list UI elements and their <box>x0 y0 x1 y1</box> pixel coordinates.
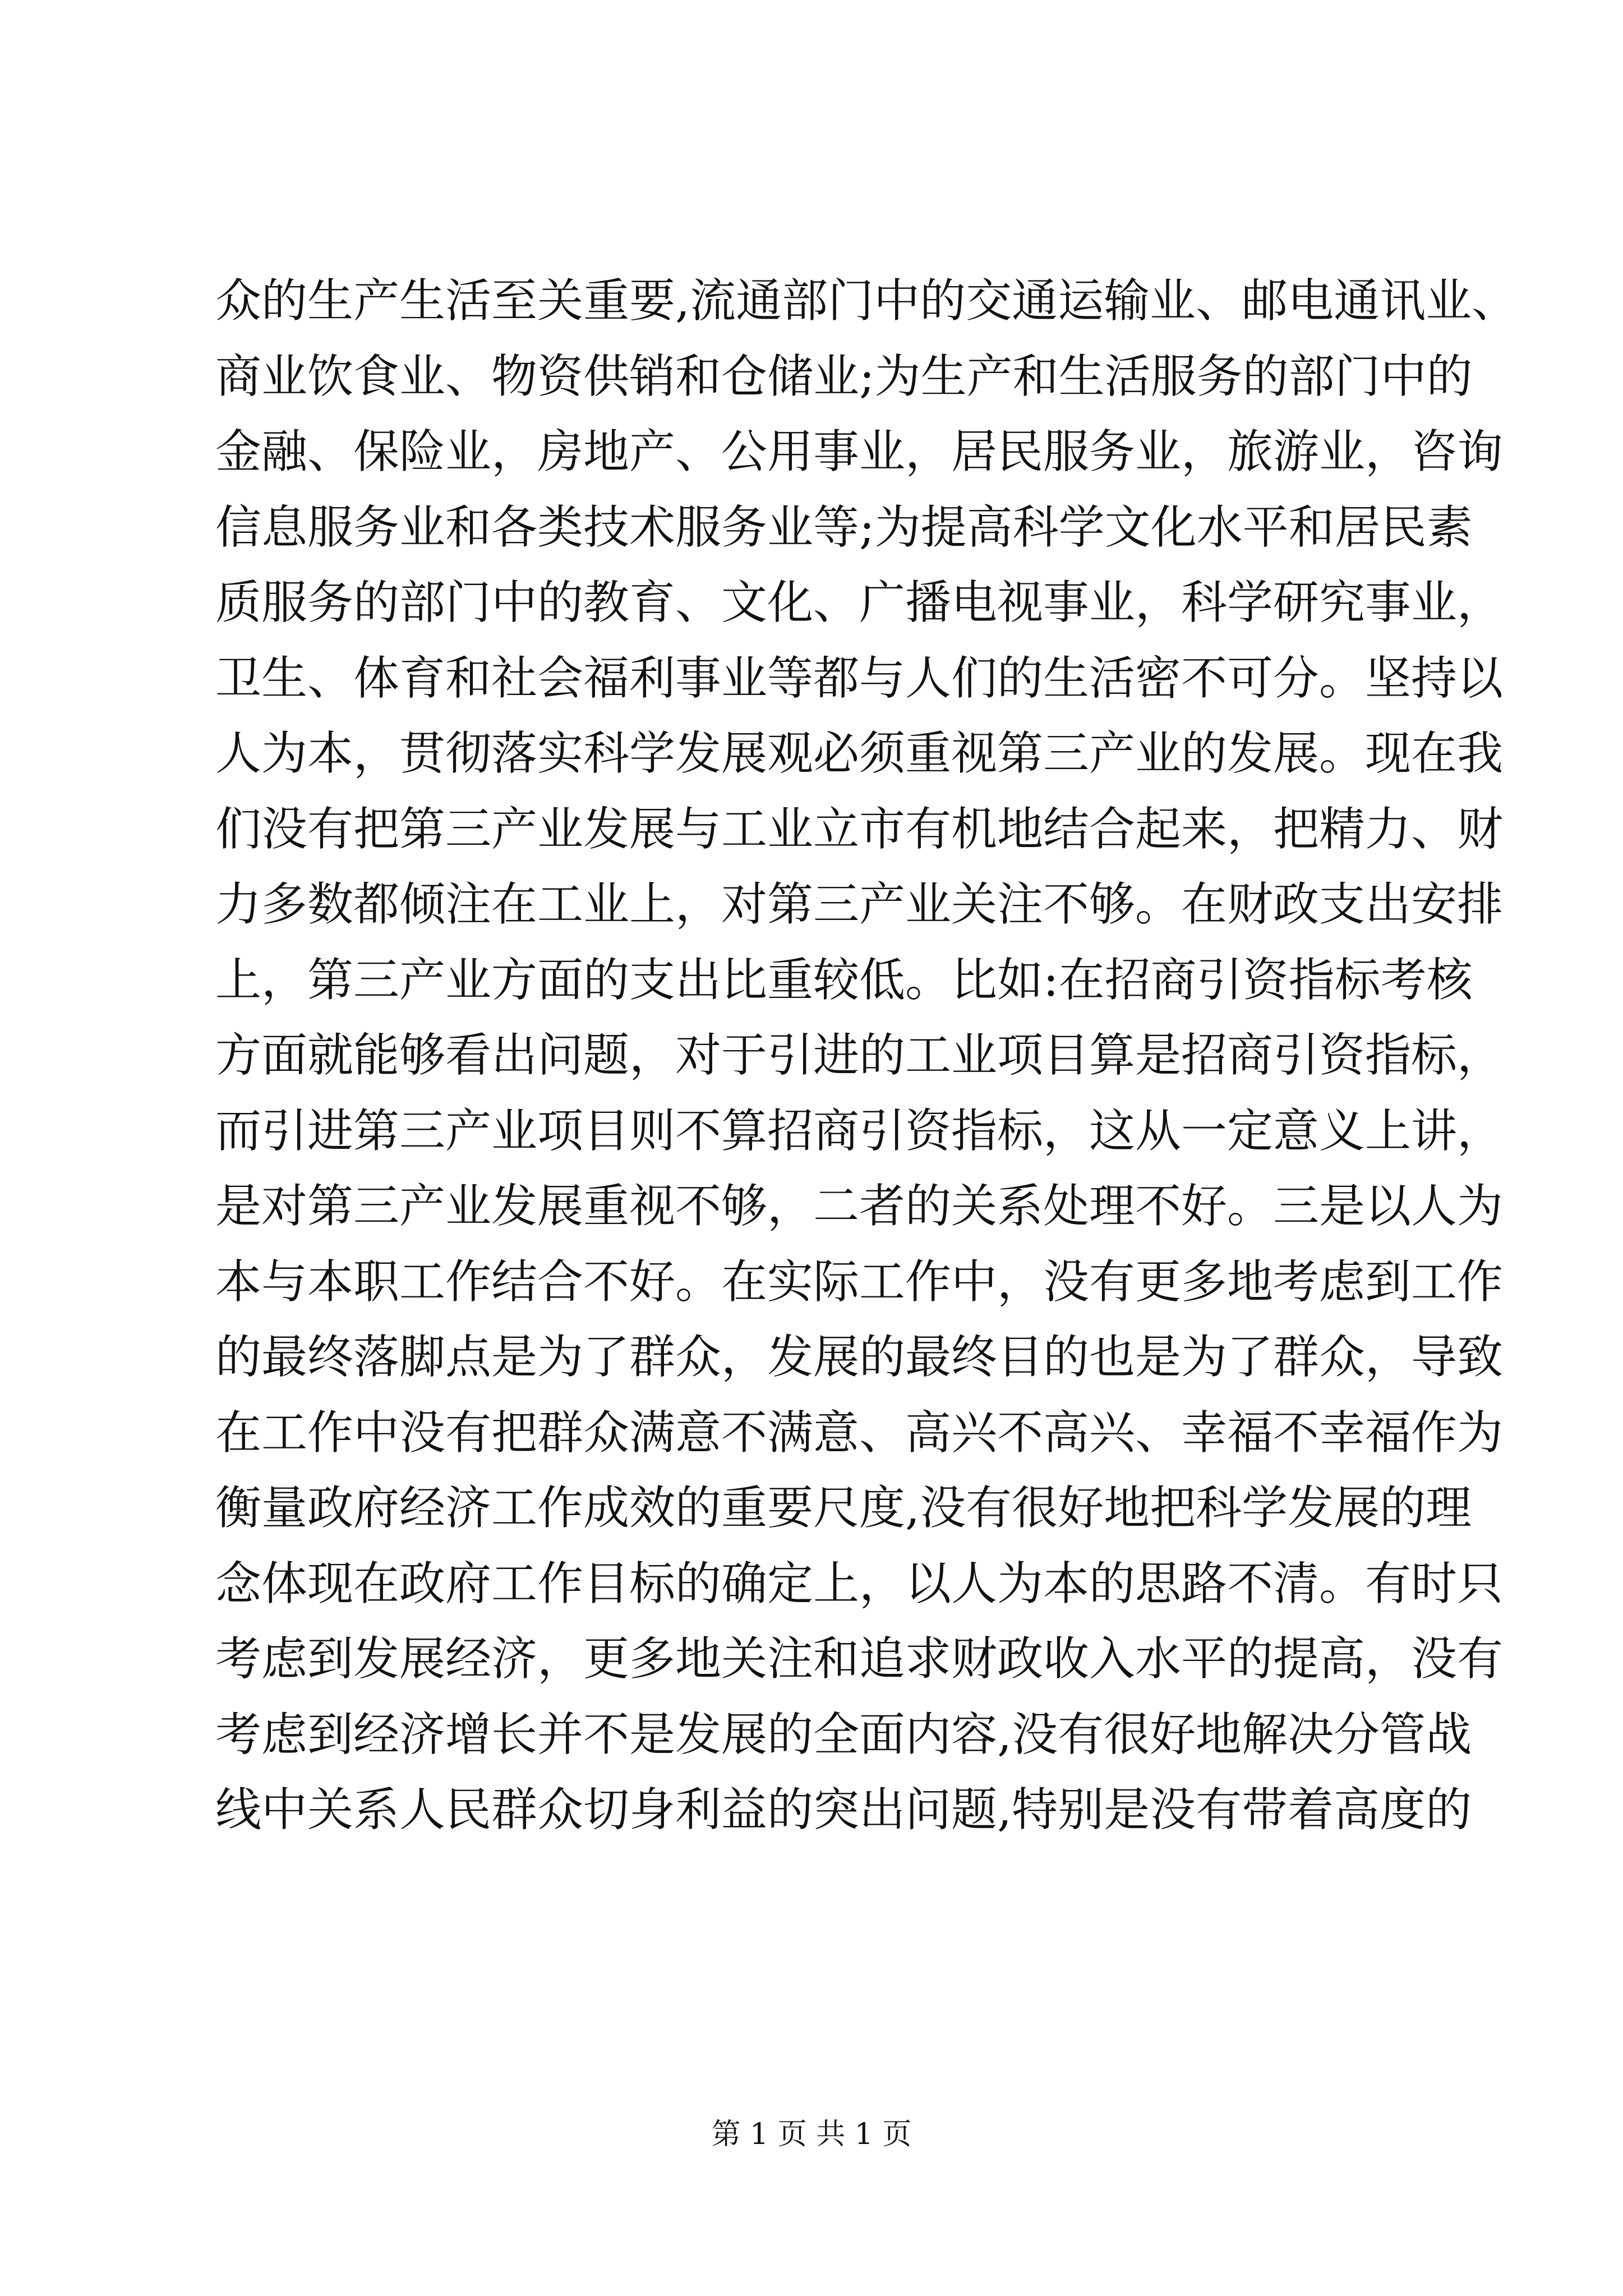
text-line: 众的生产生活至关重要,流通部门中的交通运输业、邮电通讯业、 <box>215 274 1518 328</box>
text-line: 卫生、体育和社会福利事业等都与人们的生活密不可分。坚持以 <box>215 651 1504 705</box>
text-line: 线中关系人民群众切身利益的突出问题,特别是没有带着高度的 <box>215 1783 1472 1837</box>
text-line: 方面就能够看出问题，对于引进的工业项目算是招商引资指标， <box>215 1029 1504 1082</box>
text-line: 是对第三产业发展重视不够，二者的关系处理不好。三是以人为 <box>215 1180 1504 1233</box>
text-line: 本与本职工作结合不好。在实际工作中，没有更多地考虑到工作 <box>215 1255 1504 1309</box>
text-line: 上，第三产业方面的支出比重较低。比如:在招商引资指标考核 <box>215 953 1473 1007</box>
page-number-footer: 第 1 页 共 1 页 <box>711 2118 912 2151</box>
text-line: 们没有把第三产业发展与工业立市有机地结合起来，把精力、财 <box>215 802 1504 856</box>
text-line: 金融、保险业，房地产、公用事业，居民服务业，旅游业，咨询 <box>215 425 1504 478</box>
text-line: 的最终落脚点是为了群众，发展的最终目的也是为了群众，导致 <box>215 1331 1504 1384</box>
text-line: 信息服务业和各类技术服务业等;为提高科学文化水平和居民素 <box>215 500 1473 554</box>
text-line: 衡量政府经济工作成效的重要尺度,没有很好地把科学发展的理 <box>215 1481 1472 1535</box>
text-line: 力多数都倾注在工业上，对第三产业关注不够。在财政支出安排 <box>215 878 1504 931</box>
text-line: 人为本，贯彻落实科学发展观必须重视第三产业的发展。现在我 <box>215 727 1504 780</box>
text-line: 质服务的部门中的教育、文化、广播电视事业，科学研究事业， <box>215 576 1504 629</box>
text-line: 而引进第三产业项目则不算招商引资指标，这从一定意义上讲， <box>215 1104 1504 1158</box>
text-line: 考虑到发展经济，更多地关注和追求财政收入水平的提高，没有 <box>215 1632 1504 1686</box>
document-body <box>215 264 1518 1848</box>
text-line: 商业饮食业、物资供销和仓储业;为生产和生活服务的部门中的 <box>215 349 1473 403</box>
text-line: 在工作中没有把群众满意不满意、高兴不高兴、幸福不幸福作为 <box>215 1406 1504 1460</box>
text-line: 念体现在政府工作目标的确定上，以人为本的思路不清。有时只 <box>215 1557 1504 1611</box>
text-line: 考虑到经济增长并不是发展的全面内容,没有很好地解决分管战 <box>215 1708 1472 1761</box>
